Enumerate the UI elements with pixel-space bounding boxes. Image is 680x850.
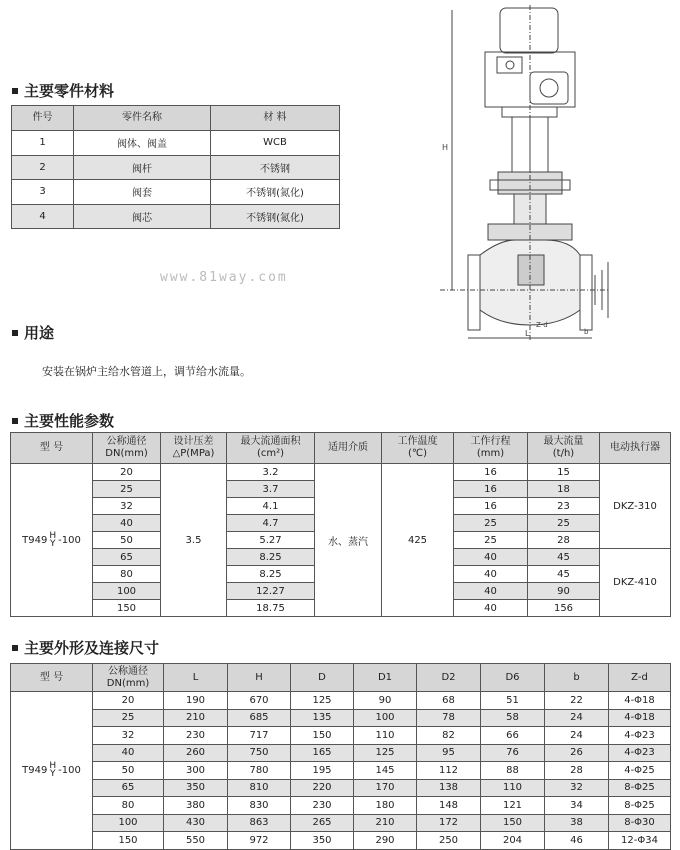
area-cell: 8.25 xyxy=(227,549,315,566)
materials-table xyxy=(11,105,340,229)
column-header: 电动执行器 xyxy=(600,433,671,464)
table-cell: 717 xyxy=(228,727,291,745)
model-cell xyxy=(11,464,93,617)
stroke-cell: 40 xyxy=(454,600,528,617)
table-cell: WCB xyxy=(211,131,340,156)
table-cell: 32 xyxy=(93,727,164,745)
area-cell: 18.75 xyxy=(227,600,315,617)
table-cell: 125 xyxy=(291,692,354,710)
model-code xyxy=(22,762,81,778)
column-header: 最大流通面积 (cm²) xyxy=(227,433,315,464)
dimensions-table xyxy=(10,663,671,850)
column-header: H xyxy=(228,664,291,692)
performance-table xyxy=(10,432,671,617)
table-cell: 190 xyxy=(164,692,228,710)
flow-cell: 28 xyxy=(528,532,600,549)
actuator-cell: DKZ-410 xyxy=(600,549,671,617)
table-cell: 阀体、阀盖 xyxy=(74,131,211,156)
table-cell: 8-Φ25 xyxy=(609,779,671,797)
table-cell: 1 xyxy=(12,131,74,156)
table-cell: 685 xyxy=(228,709,291,727)
table-cell: 66 xyxy=(481,727,545,745)
table-cell: 22 xyxy=(545,692,609,710)
table-row xyxy=(11,727,671,745)
pressure-cell: 3.5 xyxy=(161,464,227,617)
stroke-cell: 16 xyxy=(454,498,528,515)
label-b: b xyxy=(584,328,589,336)
table-cell: 121 xyxy=(481,797,545,815)
column-header: D2 xyxy=(417,664,481,692)
table-cell: 110 xyxy=(481,779,545,797)
table-cell: 76 xyxy=(481,744,545,762)
model-variant xyxy=(49,762,56,778)
table-cell: 220 xyxy=(291,779,354,797)
table-cell: 阀套 xyxy=(74,180,211,205)
table-cell: 不锈钢 xyxy=(211,155,340,180)
area-cell: 4.7 xyxy=(227,515,315,532)
column-header: 件号 xyxy=(12,106,74,131)
dn-cell: 80 xyxy=(93,566,161,583)
table-cell: 78 xyxy=(417,709,481,727)
table-cell: 51 xyxy=(481,692,545,710)
table-cell: 32 xyxy=(545,779,609,797)
column-header: b xyxy=(545,664,609,692)
table-cell: 50 xyxy=(93,762,164,780)
table-cell: 112 xyxy=(417,762,481,780)
table-cell: 265 xyxy=(291,814,354,832)
table-cell: 210 xyxy=(164,709,228,727)
table-cell: 170 xyxy=(354,779,417,797)
table-cell: 150 xyxy=(291,727,354,745)
temperature-cell: 425 xyxy=(382,464,454,617)
table-cell: 110 xyxy=(354,727,417,745)
table-cell: 100 xyxy=(93,814,164,832)
flow-cell: 90 xyxy=(528,583,600,600)
label-zd: Z-d xyxy=(536,321,548,329)
table-cell: 4-Φ25 xyxy=(609,762,671,780)
flow-cell: 25 xyxy=(528,515,600,532)
table-cell: 8-Φ30 xyxy=(609,814,671,832)
section-materials: 主要零件材料 xyxy=(12,80,114,101)
section-performance: 主要性能参数 xyxy=(12,410,114,431)
table-cell: 65 xyxy=(93,779,164,797)
table-cell: 20 xyxy=(93,692,164,710)
model-cell xyxy=(11,692,93,850)
table-cell: 4-Φ18 xyxy=(609,692,671,710)
model-variant xyxy=(49,532,56,548)
table-cell: 4-Φ18 xyxy=(609,709,671,727)
table-row xyxy=(12,131,340,156)
area-cell: 8.25 xyxy=(227,566,315,583)
dn-cell: 100 xyxy=(93,583,161,600)
table-cell: 88 xyxy=(481,762,545,780)
model-lower: Y xyxy=(50,539,56,549)
column-header: L xyxy=(164,664,228,692)
table-cell: 430 xyxy=(164,814,228,832)
model-prefix: T949 xyxy=(22,534,48,546)
area-cell: 5.27 xyxy=(227,532,315,549)
label-L: L xyxy=(525,329,530,338)
column-header: Z-d xyxy=(609,664,671,692)
table-cell: 135 xyxy=(291,709,354,727)
table-cell: 4 xyxy=(12,204,74,229)
table-cell: 28 xyxy=(545,762,609,780)
column-header: 零件名称 xyxy=(74,106,211,131)
dn-cell: 32 xyxy=(93,498,161,515)
table-cell: 24 xyxy=(545,727,609,745)
table-cell: 阀芯 xyxy=(74,204,211,229)
table-cell: 350 xyxy=(164,779,228,797)
stroke-cell: 40 xyxy=(454,549,528,566)
stroke-cell: 40 xyxy=(454,583,528,600)
table-cell: 40 xyxy=(93,744,164,762)
column-header: D1 xyxy=(354,664,417,692)
dn-cell: 25 xyxy=(93,481,161,498)
table-cell: 26 xyxy=(545,744,609,762)
model-upper: H xyxy=(49,531,57,541)
table-cell: 不锈钢(氮化) xyxy=(211,180,340,205)
table-cell: 204 xyxy=(481,832,545,850)
table-row xyxy=(11,779,671,797)
table-cell: 670 xyxy=(228,692,291,710)
area-cell: 3.2 xyxy=(227,464,315,481)
table-cell: 25 xyxy=(93,709,164,727)
dn-cell: 40 xyxy=(93,515,161,532)
table-row xyxy=(11,814,671,832)
table-cell: 34 xyxy=(545,797,609,815)
area-cell: 4.1 xyxy=(227,498,315,515)
table-cell: 210 xyxy=(354,814,417,832)
bullet-icon xyxy=(12,645,18,651)
table-cell: 4-Φ23 xyxy=(609,744,671,762)
table-cell: 3 xyxy=(12,180,74,205)
flow-cell: 45 xyxy=(528,549,600,566)
column-header: 设计压差 △P(MPa) xyxy=(161,433,227,464)
model-lower: Y xyxy=(50,769,56,780)
table-cell: 38 xyxy=(545,814,609,832)
watermark: www.81way.com xyxy=(160,270,288,285)
column-header: 公称通径 DN(mm) xyxy=(93,433,161,464)
stroke-cell: 16 xyxy=(454,464,528,481)
flow-cell: 18 xyxy=(528,481,600,498)
table-row xyxy=(11,797,671,815)
table-row xyxy=(11,464,671,481)
table-cell: 4-Φ23 xyxy=(609,727,671,745)
column-header: 最大流量 (t/h) xyxy=(528,433,600,464)
table-cell: 180 xyxy=(354,797,417,815)
table-cell: 不锈钢(氮化) xyxy=(211,204,340,229)
usage-text: 安装在锅炉主给水管道上，调节给水流量。 xyxy=(42,365,251,378)
table-row xyxy=(11,709,671,727)
bullet-icon xyxy=(12,88,18,94)
table-cell: 2 xyxy=(12,155,74,180)
model-code xyxy=(22,532,81,548)
table-cell: 260 xyxy=(164,744,228,762)
section-usage: 用途 xyxy=(12,322,54,343)
table-cell: 58 xyxy=(481,709,545,727)
table-cell: 810 xyxy=(228,779,291,797)
table-cell: 80 xyxy=(93,797,164,815)
column-header: 适用介质 xyxy=(315,433,382,464)
bullet-icon xyxy=(12,330,18,336)
dn-cell: 50 xyxy=(93,532,161,549)
table-cell: 300 xyxy=(164,762,228,780)
table-cell: 阀杆 xyxy=(74,155,211,180)
table-cell: 972 xyxy=(228,832,291,850)
table-cell: 380 xyxy=(164,797,228,815)
column-header: 型 号 xyxy=(11,433,93,464)
table-cell: 195 xyxy=(291,762,354,780)
stroke-cell: 16 xyxy=(454,481,528,498)
table-cell: 290 xyxy=(354,832,417,850)
table-cell: 12-Φ34 xyxy=(609,832,671,850)
area-cell: 3.7 xyxy=(227,481,315,498)
dn-cell: 65 xyxy=(93,549,161,566)
flow-cell: 15 xyxy=(528,464,600,481)
column-header: D xyxy=(291,664,354,692)
flow-cell: 23 xyxy=(528,498,600,515)
table-cell: 150 xyxy=(481,814,545,832)
column-header: D6 xyxy=(481,664,545,692)
column-header: 工作行程 (mm) xyxy=(454,433,528,464)
table-cell: 24 xyxy=(545,709,609,727)
column-header: 公称通径 DN(mm) xyxy=(93,664,164,692)
table-cell: 100 xyxy=(354,709,417,727)
table-cell: 863 xyxy=(228,814,291,832)
medium-cell: 水、蒸汽 xyxy=(315,464,382,617)
table-cell: 148 xyxy=(417,797,481,815)
dn-cell: 20 xyxy=(93,464,161,481)
model-suffix: -100 xyxy=(58,764,81,776)
flow-cell: 45 xyxy=(528,566,600,583)
table-cell: 90 xyxy=(354,692,417,710)
table-cell: 138 xyxy=(417,779,481,797)
valve-drawing xyxy=(440,0,610,345)
table-row xyxy=(11,832,671,850)
table-row xyxy=(11,762,671,780)
table-cell: 145 xyxy=(354,762,417,780)
table-cell: 172 xyxy=(417,814,481,832)
stroke-cell: 25 xyxy=(454,532,528,549)
table-cell: 150 xyxy=(93,832,164,850)
table-cell: 250 xyxy=(417,832,481,850)
table-row xyxy=(12,180,340,205)
column-header: 工作温度 (℃) xyxy=(382,433,454,464)
table-cell: 830 xyxy=(228,797,291,815)
column-header: 型 号 xyxy=(11,664,93,692)
table-cell: 8-Φ25 xyxy=(609,797,671,815)
table-row xyxy=(12,155,340,180)
area-cell: 12.27 xyxy=(227,583,315,600)
table-cell: 165 xyxy=(291,744,354,762)
table-cell: 550 xyxy=(164,832,228,850)
label-H: H xyxy=(442,143,449,152)
flow-cell: 156 xyxy=(528,600,600,617)
model-upper: H xyxy=(49,761,57,772)
section-dimensions: 主要外形及连接尺寸 xyxy=(12,637,159,658)
table-cell: 95 xyxy=(417,744,481,762)
table-cell: 230 xyxy=(164,727,228,745)
table-cell: 350 xyxy=(291,832,354,850)
bullet-icon xyxy=(12,418,18,424)
table-cell: 82 xyxy=(417,727,481,745)
actuator-cell: DKZ-310 xyxy=(600,464,671,549)
table-cell: 230 xyxy=(291,797,354,815)
model-prefix: T949 xyxy=(22,764,48,776)
column-header: 材 料 xyxy=(211,106,340,131)
table-cell: 125 xyxy=(354,744,417,762)
table-row xyxy=(11,744,671,762)
stroke-cell: 25 xyxy=(454,515,528,532)
stroke-cell: 40 xyxy=(454,566,528,583)
table-row xyxy=(12,204,340,229)
table-row xyxy=(11,692,671,710)
table-cell: 68 xyxy=(417,692,481,710)
table-cell: 750 xyxy=(228,744,291,762)
table-cell: 46 xyxy=(545,832,609,850)
table-cell: 780 xyxy=(228,762,291,780)
dn-cell: 150 xyxy=(93,600,161,617)
model-suffix: -100 xyxy=(58,534,81,546)
